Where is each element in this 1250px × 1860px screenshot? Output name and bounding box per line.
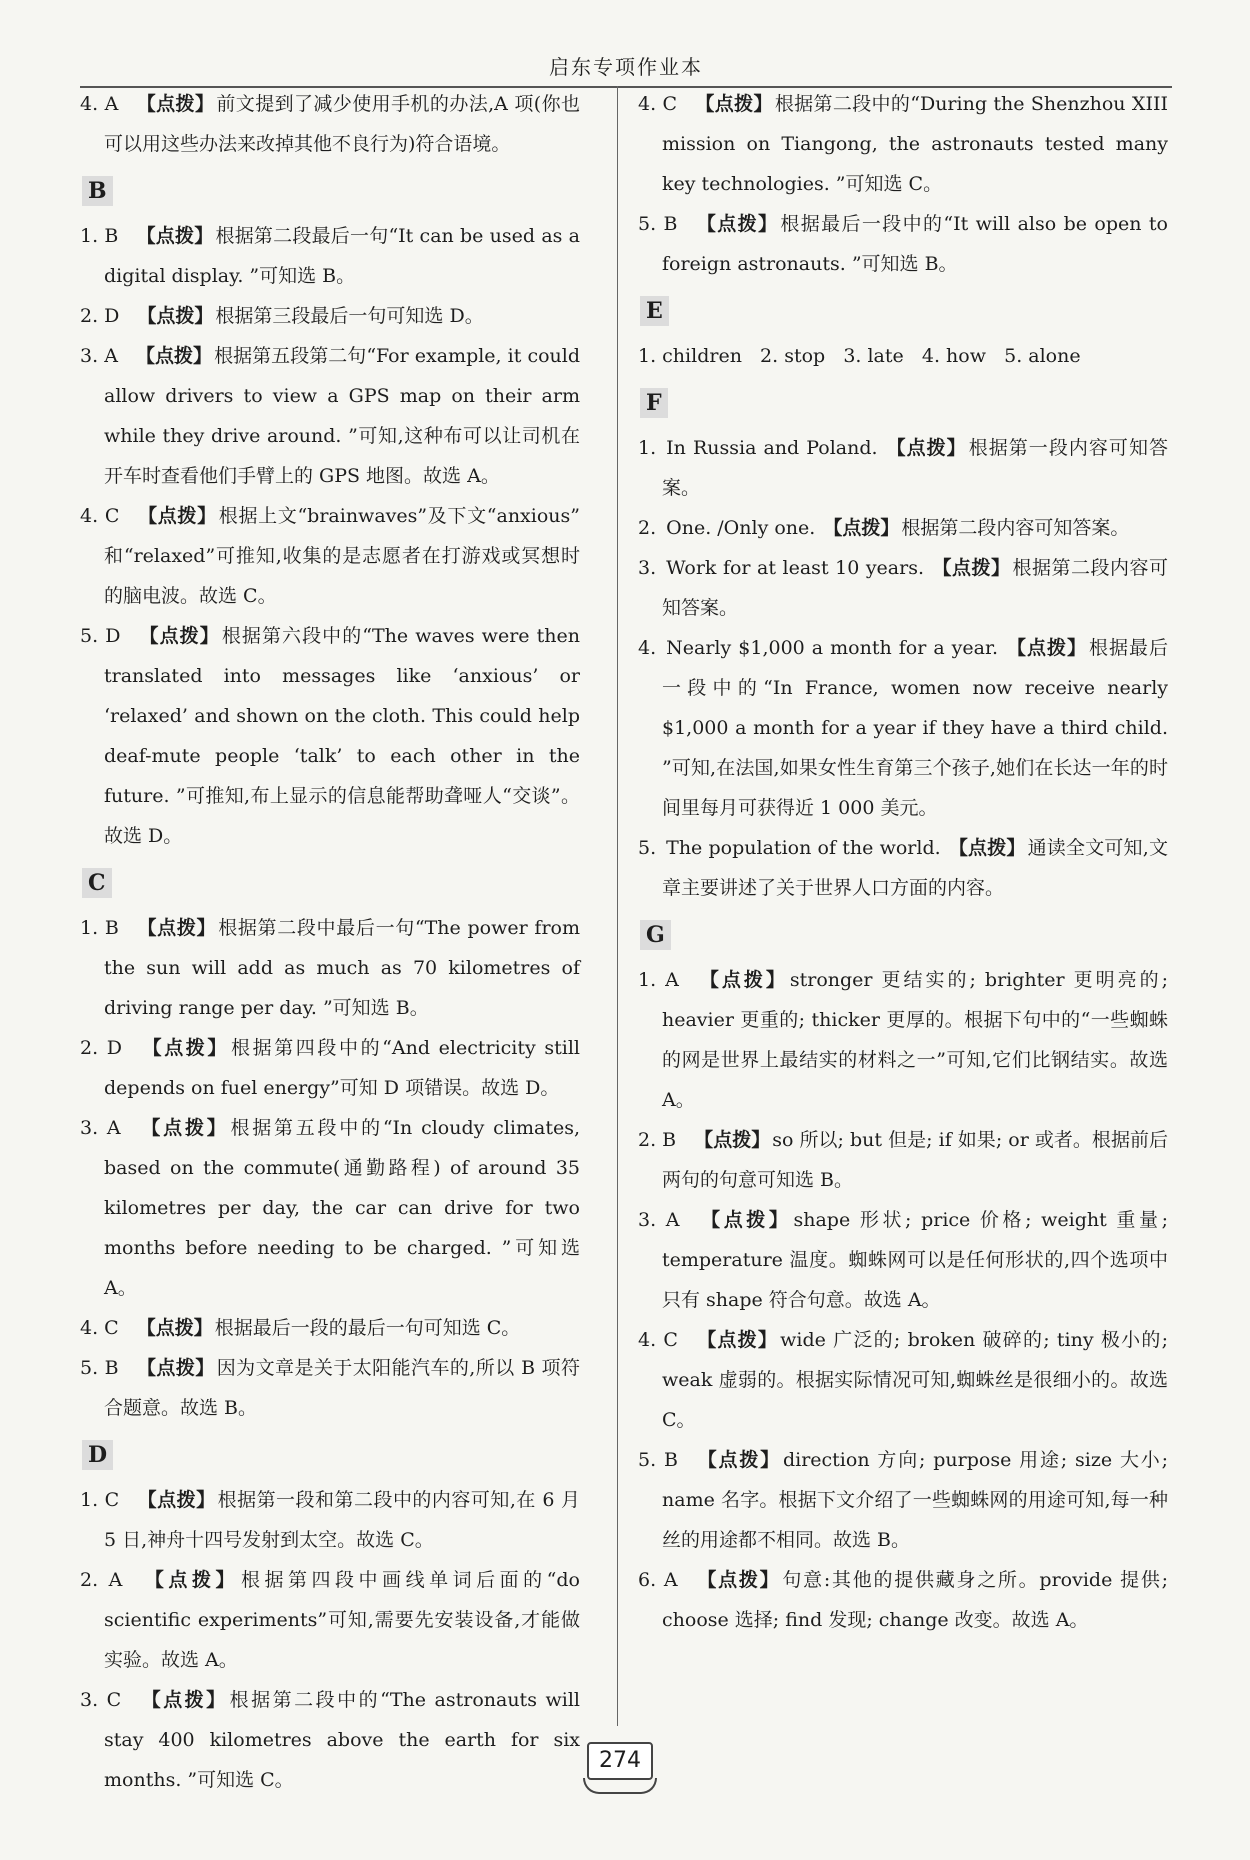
answer-text: 因为文章是关于太阳能汽车的,所以 B 项符合题意。故选 B。 [104,1357,580,1419]
hint-tag: 【点拨】 [823,517,900,539]
hint-tag: 【点拨】 [138,1117,229,1139]
answer-text: shape 形状; price 价格; weight 重量; temperature 温度。蜘蛛网可以是任何形状的,四个选项中只有 shape 符合句意。故选 A。 [662,1209,1168,1311]
page-number-text: 274 [587,1742,653,1780]
answer-number: 4. C [80,1317,119,1339]
hint-tag: 【点拨】 [136,225,214,247]
answer-number: 5. D [80,625,121,647]
answer-number: 1. B [80,917,119,939]
answer-text: 根据上文“brainwaves”及下文“anxious” 和“relaxed”可推知,收集的是志愿者在打游戏或冥想时的脑电波。故选 C。 [104,505,580,607]
page-header [80,52,1172,88]
answer-number: 4. [638,637,657,659]
answer-item [638,1320,1168,1440]
answer-text: 根据第四段中画线单词后面的“do scientific experiments”可知,需要先安装设备,才能做实验。故选 A。 [104,1569,580,1671]
hint-tag: 【点拨】 [696,969,788,991]
answer-text: 根据第三段最后一句可知选 D。 [215,305,484,327]
answer-number: 2. D [80,305,120,327]
hint-tag: 【点拨】 [1006,637,1087,659]
answer-text: 根据第二段中的“During the Shenzhou XIII mission on Tiangong, the astronauts tested many key technologies. ”可知选 C。 [662,93,1168,195]
section-heading-g: G [640,920,671,950]
answer-item [80,84,580,164]
answer-text: 根据第二段最后一句“It can be used as a digital display. ”可知选 B。 [104,225,580,287]
answer-number: 2. A [80,1569,123,1591]
hint-tag: 【点拨】 [140,1569,239,1591]
hint-tag: 【点拨】 [136,1317,213,1339]
answer-item [638,84,1168,204]
answer-item [80,616,580,856]
section-heading-f: F [640,388,668,418]
answer-item [80,1560,580,1680]
hint-tag: 【点拨】 [136,93,215,115]
answer-text: 根据第四段中的“And electricity still depends on fuel energy”可知 D 项错误。故选 D。 [104,1037,580,1099]
answer-item [638,1120,1168,1200]
answer-value: The population of the world. [666,837,941,859]
answer-number: 5. [638,837,657,859]
answer-item: 1. children 2. stop 3. late 4. how 5. alone [638,345,1081,367]
answer-value: In Russia and Poland. [666,437,878,459]
hint-tag: 【点拨】 [695,213,779,235]
answer-number: 2. D [80,1037,122,1059]
hint-tag: 【点拨】 [137,1489,216,1511]
answer-number: 5. B [638,1449,678,1471]
answer-text: 根据第二段中最后一句“The power from the sun will add as much as 70 kilometres of driving range per day. ”可知选 B。 [104,917,580,1019]
answer-number: 3. A [80,1117,121,1139]
answer-text: 根据第一段和第二段中的内容可知,在 6 月 5 日,神舟十四号发射到太空。故选 C。 [104,1489,580,1551]
hint-tag: 【点拨】 [695,93,773,115]
answer-item [638,628,1168,828]
answer-item [80,496,580,616]
answer-number: 3. [638,557,657,579]
section-heading-b: B [82,176,113,206]
hint-tag: 【点拨】 [885,437,967,459]
answer-text: wide 广泛的; broken 破碎的; tiny 极小的; weak 虚弱的。根据实际情况可知,蜘蛛丝是很细小的。故选 C。 [662,1329,1168,1431]
answer-item [80,908,580,1028]
answer-number: 2. [638,517,657,539]
answer-item [638,828,1168,908]
answer-number: 1. B [80,225,119,247]
answer-text: 根据第一段内容可知答案。 [662,437,1168,499]
answer-text: 根据最后一段的最后一句可知选 C。 [214,1317,521,1339]
answer-item [80,1480,580,1560]
answer-number: 1. A [638,969,679,991]
answer-text: 根据最后一段中的“In France, women now receive nearly $1,000 a month for a year if they have a third child. ”可知,在法国,如果女性生育第三个孩子,她们在长达一年的时间里每月可获得近 1 000 美元。 [662,637,1168,819]
hint-tag: 【点拨】 [135,345,213,367]
hint-tag: 【点拨】 [695,1329,779,1351]
answer-number: 3. A [80,345,118,367]
answer-text: 根据第五段第二句“For example, it could allow drivers to view a GPS map on their arm while they drive around. ”可知,这种布可以让司机在开车时查看他们手臂上的 GPS 地图。故选 A。 [104,345,580,487]
answer-item [80,336,580,496]
answer-number: 4. A [80,93,119,115]
answer-item [80,296,580,336]
hint-tag: 【点拨】 [695,1449,781,1471]
answer-number: 5. B [638,213,678,235]
answer-item [80,1348,580,1428]
answer-number: 5. B [80,1357,119,1379]
hint-tag: 【点拨】 [697,1209,792,1231]
answer-text: direction 方向; purpose 用途; size 大小; name 名字。根据下文介绍了一些蜘蛛网的用途可知,每一种丝的用途都不相同。故选 B。 [662,1449,1168,1551]
answer-text: so 所以; but 但是; if 如果; or 或者。根据前后两句的句意可知选 B。 [662,1129,1168,1191]
answer-item [638,1560,1168,1640]
hint-tag: 【点拨】 [136,917,217,939]
hint-tag: 【点拨】 [139,1689,228,1711]
answer-text: 根据最后一段中的“It will also be open to foreign astronauts. ”可知选 B。 [662,213,1168,275]
answer-text: 句意:其他的提供藏身之所。provide 提供; choose 选择; find 发现; change 改变。故选 A。 [662,1569,1168,1631]
answer-item [80,216,580,296]
answer-item [638,428,1168,508]
hint-tag: 【点拨】 [932,557,1011,579]
answer-item [80,1108,580,1308]
hint-tag: 【点拨】 [137,305,214,327]
section-heading-d: D [82,1440,113,1470]
answer-number: 6. A [638,1569,678,1591]
left-column [80,84,580,1800]
hint-tag: 【点拨】 [136,1357,215,1379]
answer-item [638,960,1168,1120]
answer-item [80,1028,580,1108]
answer-number: 4. C [80,505,120,527]
section-heading-e: E [640,296,669,326]
answer-number: 3. A [638,1209,680,1231]
answer-number: 4. C [638,93,678,115]
hint-tag: 【点拨】 [948,837,1026,859]
section-heading-c: C [82,868,112,898]
hint-tag: 【点拨】 [694,1129,771,1151]
hint-tag: 【点拨】 [695,1569,781,1591]
hint-tag: 【点拨】 [137,505,217,527]
hint-tag: 【点拨】 [140,1037,229,1059]
page-number [577,1742,663,1798]
answer-item [638,1440,1168,1560]
answer-number: 2. B [638,1129,677,1151]
header-title: 启东专项作业本 [549,55,703,79]
answer-item [638,1200,1168,1320]
column-divider [617,86,618,1726]
answer-item [638,508,1168,548]
answer-value: One. /Only one. [666,517,816,539]
answer-value: Nearly $1,000 a month for a year. [666,637,999,659]
answer-number: 3. C [80,1689,122,1711]
answer-number: 4. C [638,1329,678,1351]
answer-value: Work for at least 10 years. [666,557,924,579]
right-column [638,84,1168,1640]
answer-text: 根据第五段中的“In cloudy climates, based on the commute(通勤路程) of around 35 kilometres per day, the car can drive for two months before needing to be charged. ”可知选 A。 [104,1117,580,1299]
answer-number: 1. C [80,1489,120,1511]
answer-item [80,1680,580,1800]
answer-number: 1. [638,437,657,459]
answer-text: 通读全文可知,文章主要讲述了关于世界人口方面的内容。 [662,837,1168,899]
answer-text: 根据第二段内容可知答案。 [662,557,1168,619]
answer-text: stronger 更结实的; brighter 更明亮的; heavier 更重的; thicker 更厚的。根据下句中的“一些蜘蛛的网是世界上最结实的材料之一”可知,它们比钢结实。故选 A。 [662,969,1168,1111]
hint-tag: 【点拨】 [138,625,220,647]
answer-text: 根据第二段内容可知答案。 [901,517,1130,539]
answer-text: 前文提到了减少使用手机的办法,A 项(你也可以用这些办法来改掉其他不良行为)符合语境。 [104,93,580,155]
answer-item [638,204,1168,284]
answer-item [80,1308,580,1348]
answer-text: 根据第二段中的“The astronauts will stay 400 kilometres above the earth for six months. ”可知选 C。 [104,1689,580,1791]
answer-item [638,548,1168,628]
open-book-icon [583,1778,657,1794]
answer-text: 根据第六段中的“The waves were then translated into messages like ‘anxious’ or ‘relaxed’ and shown on the cloth. This could help deaf-mute people ‘talk’ to each other in the future. ”可推知,布上显示的信息能帮助聋哑人“交谈”。故选 D。 [104,625,580,847]
